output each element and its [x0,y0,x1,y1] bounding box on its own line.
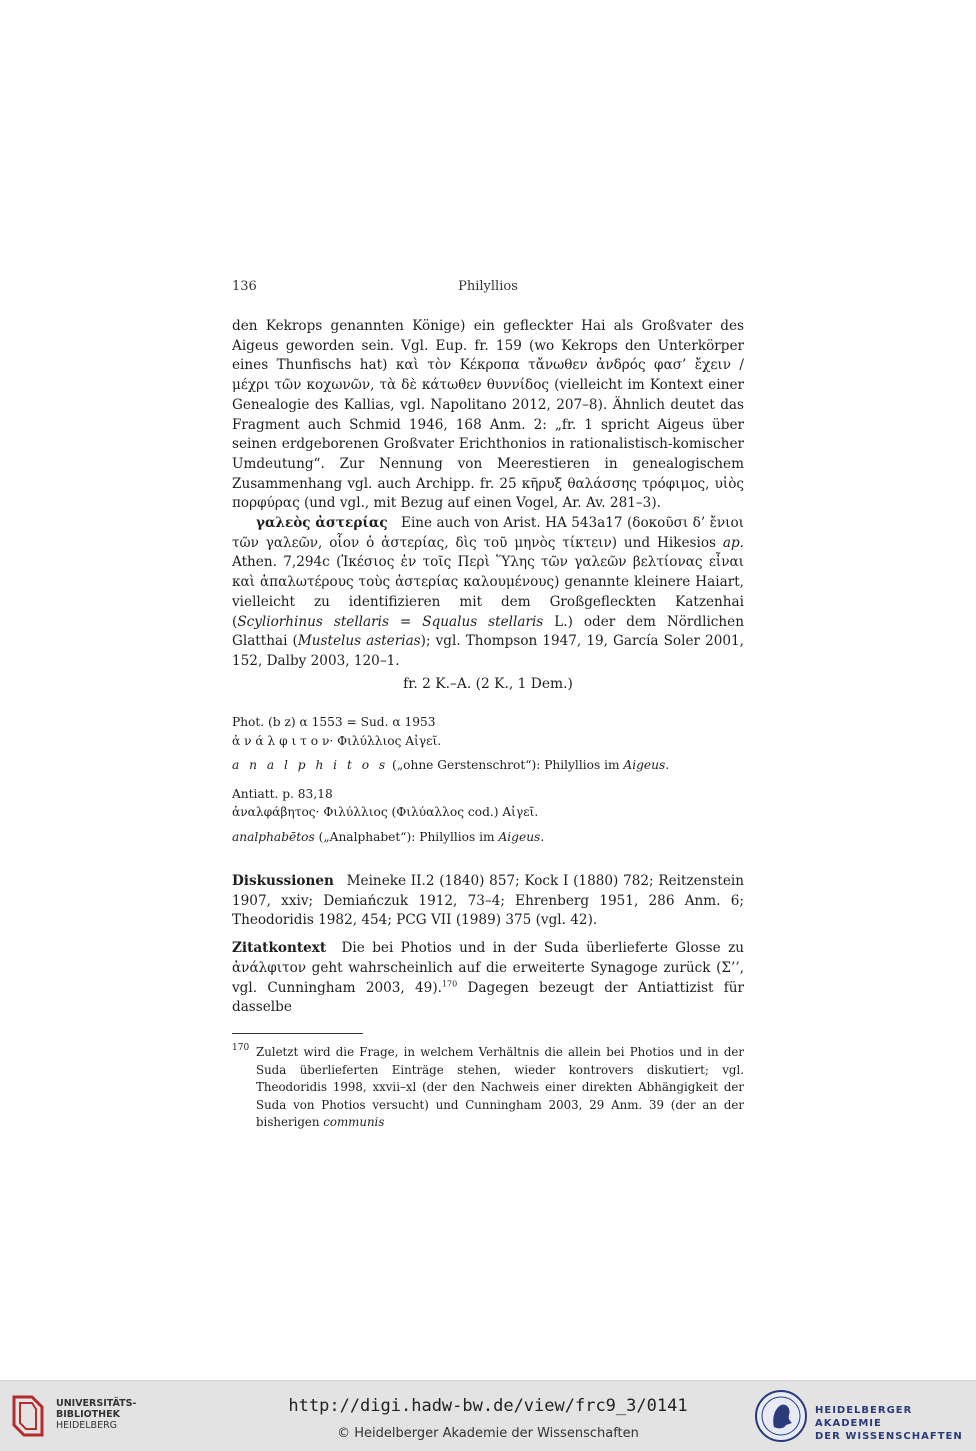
paragraph-1: den Kekrops genannten Könige) ein gefleckter Hai als Großvater des Aigeus geworden sein. Vgl. Eup. fr. 159 (wo Kekrops den Unterkörper eines Thunfischs hat) καὶ τὸν Κέκροπα τἄνωθεν ἀνδρός φασ’ ἔχειν / μέχρι τῶν κοχωνῶν, τὰ δὲ κάτωθεν θυννίδος (vielleicht im Kontext einer Genealogie des Kallias, vgl. Napolitano 2012, 207–8). Ähnlich deutet das Fragment auch Schmid 1946, 168 Anm. 2: „fr. 1 spricht Aigeus über seinen erdgeborenen Großvater Erichthonios in rationalistisch-komischer Umdeutung“. Zur Nennung von Meerestieren in genealogischem Zusammenhang vgl. auch Archipp. fr. 25 κῆρυξ θαλάσσης τρόφιμος, υἱὸς πορφύρας (und vgl., mit Bezug auf einen Vogel, Ar. Av. 281–3). [232,318,744,512]
source-2-translation: analphabētos („Analphabet“): Philyllios im Aigeus. [232,829,545,844]
footnote-170 [232,1044,744,1132]
fragment-heading [232,676,744,692]
p2-text-b: Athen. 7,294c (Ἱκέσιος ἐν τοῖς Περὶ Ὕλης τῶν γαλεῶν βελτίονας εἶναι καὶ ἁπαλωτέρους τοὺς ἀστερίας καλουμένους) genannte kleinere Haiart, vielleicht zu identifizieren mit dem Großgefleckten Katzenhai ( [232,554,744,630]
footnote-marker: 170 [441,978,458,988]
fragment-number: fr. 2 K.–A. [403,676,472,692]
discussion-section [232,872,744,1026]
footnote-number: 170 [232,1043,250,1053]
source-2-play-title: Aigeus [498,829,541,844]
discussion-text: Meineke II.2 (1840) 857; Kock I (1880) 782; Reitzenstein 1907, xxiv; Demiańczuk 1912, 73–4; Ehrenberg 1951, 286 Anm. 6; Theodoridis 1982, 454; PCG VII (1989) 375 (vgl. 42). [232,873,744,929]
p2-text-d: ); vgl. Thompson 1947, 19, García Soler 2001, 152, Dalby 2003, 120–1. [232,633,744,669]
lemma-galeos-asterias: γαλεὸς ἀστερίας [256,515,388,532]
source-2-lemma: analphabētos [232,829,315,844]
commentary-text [232,317,744,672]
paragraph-2 [232,514,744,672]
copyright-notice: © Heidelberger Akademie der Wissenschaften [337,1426,639,1441]
p2-ap: ap. [722,534,745,551]
context-paragraph [232,939,744,1018]
source-2-reference: Antiatt. p. 83,18 [232,786,333,801]
source-1-translation: a n a l p h i t o s („ohne Gerstenschrot“): Philyllios im Aigeus. [232,758,670,772]
fragment-concordance: (2 K., 1 Dem.) [475,676,573,692]
ub-line-1: UNIVERSITÄTS- [56,1398,137,1409]
p2-text-c: L.) oder dem Nördlichen Glatthai ( [232,613,744,650]
p2-scientific-name-2: Mustelus asterias [297,633,421,650]
source-1-play-title: Aigeus [623,758,666,772]
source-2-greek: ἀναλφάβητος· Φιλύλλιος (Φιλύαλλος cod.) Αἰγεῖ. [232,805,539,819]
footnote-body [256,1044,744,1132]
discussion-label: Diskussionen [232,873,334,889]
hadw-line-2: DER WISSENSCHAFTEN [815,1431,963,1442]
p2-text-a: Eine auch von Arist. HA 543a17 (δοκοῦσι δ’ ἔνιοι τῶν γαλεῶν, οἷον ὁ ἀστερίας, δὶς τοῦ μηνὸς τίκτειν) und Hikesios [232,515,745,551]
discussion-paragraph [232,872,744,931]
running-title: Philyllios [458,279,518,294]
p2-scientific-name-1: Scyliorhinus stellaris = Squalus stellaris [237,613,544,630]
footnote-divider [232,1033,363,1034]
source-1-lemma: a n a l p h i t o s [232,758,389,772]
source-1-greek: ἀ ν ά λ φ ι τ ο ν· Φιλύλλιος Αἰγεῖ. [232,733,442,748]
ub-line-3: HEIDELBERG [56,1420,118,1431]
source-2-trans-text: („Analphabet“): Philyllios im [314,829,499,844]
running-head [232,279,744,299]
source-1-trans-text: („ohne Gerstenschrot“): Philyllios im [388,758,624,772]
fragment-sources [232,713,744,846]
context-text-a: Die bei Photios und in der Suda überlieferte Glosse zu ἀνάλφιτον geht wahrscheinlich auf die erweiterte Synagoge zurück (Σ’’, vgl. Cunningham 2003, 49). [232,940,744,996]
footnote-emphasis: communis [323,1115,385,1130]
ub-line-2: BIBLIOTHEK [56,1409,120,1420]
source-1-reference: Phot. (b z) α 1553 = Sud. α 1953 [232,715,436,729]
hadw-line-1: HEIDELBERGER AKADEMIE [815,1405,913,1429]
context-text-b: Dagegen bezeugt der Antiattizist für dasselbe [232,979,744,1016]
page-number: 136 [232,279,257,294]
context-label: Zitatkontext [232,940,327,957]
footnote-text: Zuletzt wird die Frage, in welchem Verhältnis die allein bei Photios und in der Suda überlieferten Einträge stehen, wieder kontrovers diskutiert; vgl. Theodoridis 1998, xxvii–xl (der den Nachweis einer direkten Abhängigkeit der Suda von Photios versucht) und Cunningham 2003, 29 Anm. 39 (der an der bisherigen [256,1045,744,1130]
permalink-url[interactable]: http://digi.hadw-bw.de/view/frc9_3/0141 [288,1396,688,1416]
